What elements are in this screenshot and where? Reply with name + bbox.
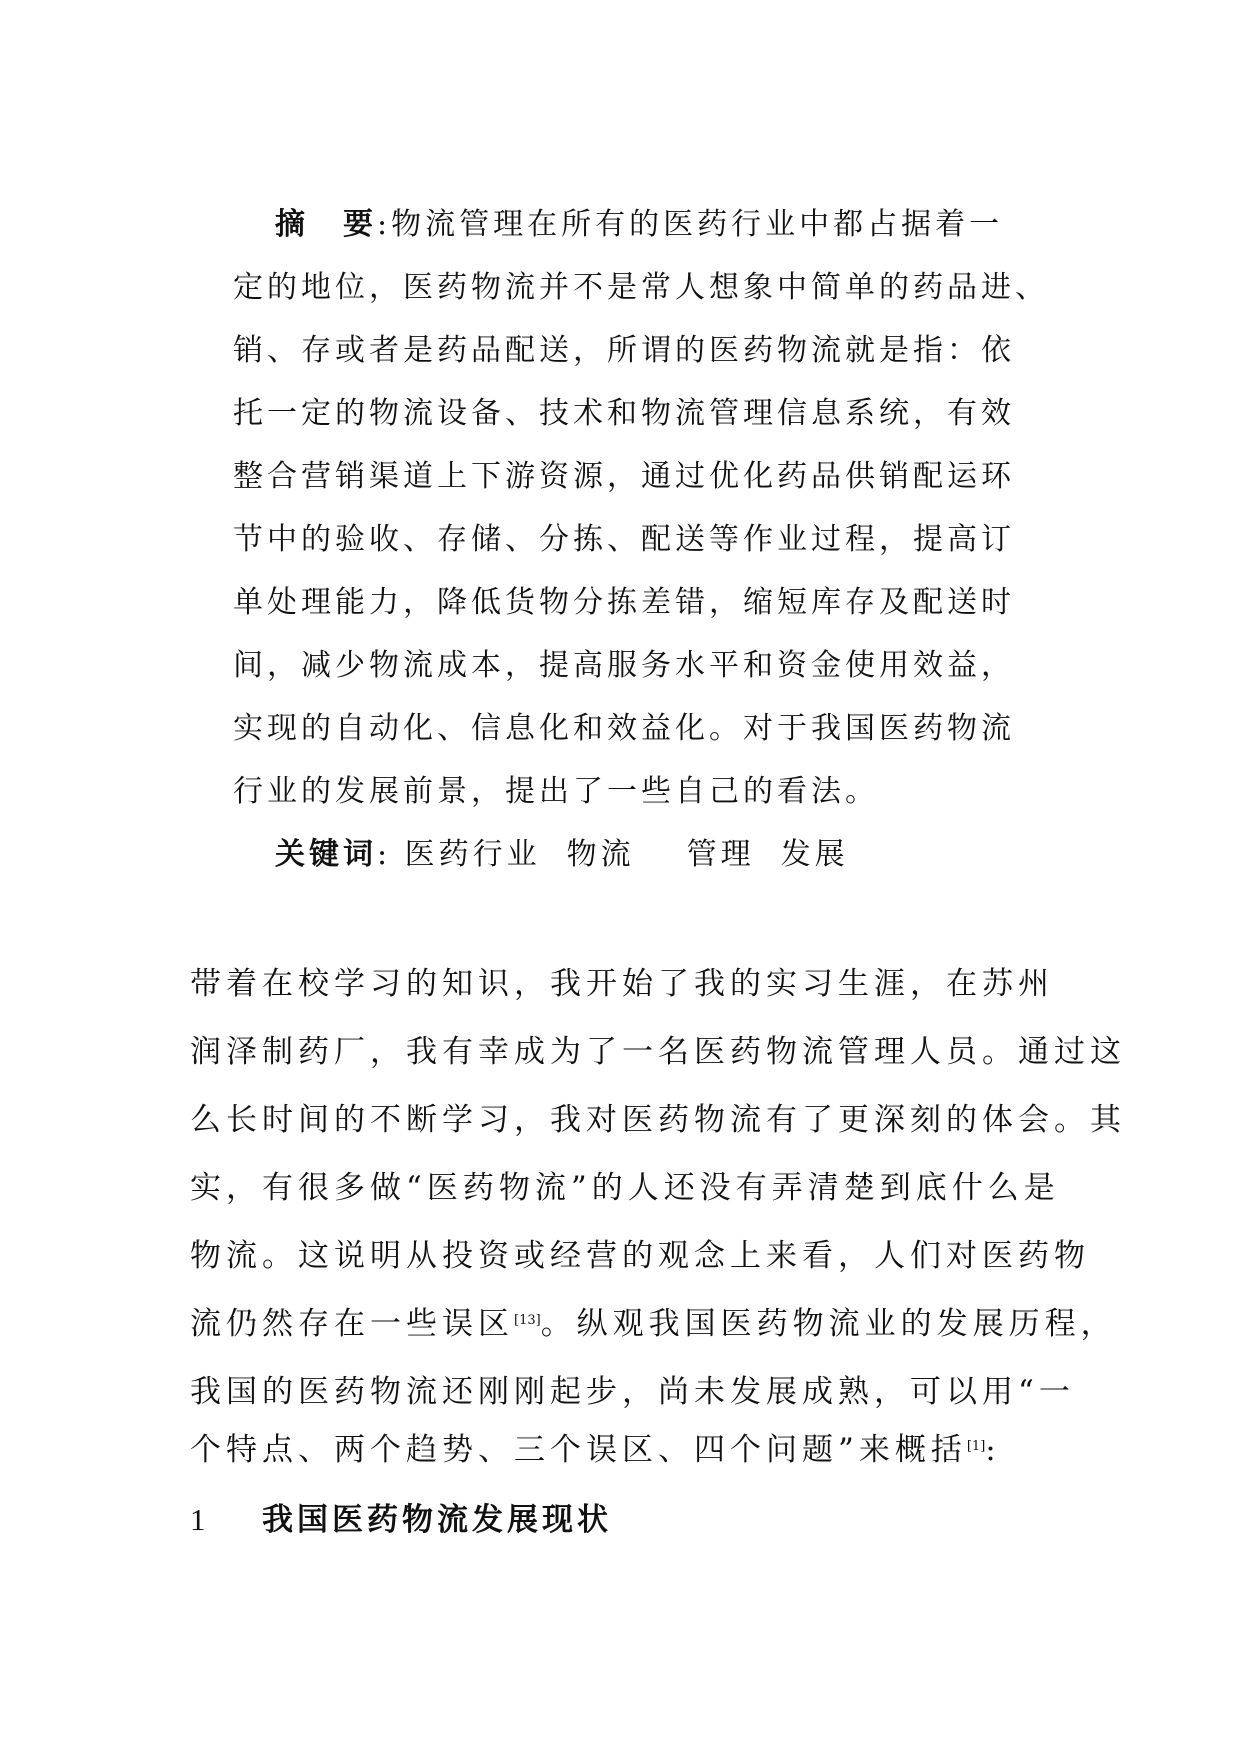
- abstract-separator: :: [377, 207, 392, 242]
- abstract-line-1: [275, 205, 1075, 245]
- keyword-item: 发展: [780, 837, 849, 872]
- abstract-line-4: 托一定的物流设备、技术和物流管理信息系统，有效: [233, 396, 1015, 431]
- body-line-5: 物流。这说明从投资或经营的观念上来看，人们对医药物: [190, 1238, 1090, 1274]
- body-text: :: [985, 1432, 1001, 1468]
- body-line-2: 润泽制药厂，我有幸成为了一名医药物流管理人员。通过这: [190, 1034, 1126, 1070]
- abstract-line-10: 行业的发展前景，提出了一些自己的看法。: [233, 774, 879, 809]
- body-text: 流仍然存在一些误区: [190, 1306, 514, 1342]
- abstract-line-9: 实现的自动化、信息化和效益化。对于我国医药物流: [233, 711, 1015, 746]
- body-line-8: [190, 1430, 1050, 1470]
- abstract-line-8: 间，减少物流成本，提高服务水平和资金使用效益，: [233, 648, 1015, 683]
- body-text: 。纵观我国医药物流业的发展历程，: [540, 1306, 1117, 1342]
- section-title: 我国医药物流发展现状: [262, 1502, 612, 1538]
- body-line-3: 么长时间的不断学习，我对医药物流有了更深刻的体会。其: [190, 1102, 1126, 1138]
- keywords-separator: :: [377, 837, 392, 872]
- body-text: 个特点、两个趋势、三个误区、四个问题”来概括: [190, 1432, 967, 1468]
- keywords-label: 关键词: [275, 837, 377, 872]
- keyword-item: 管理: [686, 837, 755, 872]
- body-line-7: 我国的医药物流还刚刚起步，尚未发展成熟，可以用“一: [190, 1374, 1075, 1410]
- keywords-line: [275, 835, 1075, 875]
- keyword-item: 医药行业: [404, 837, 541, 872]
- body-line-1: 带着在校学习的知识，我开始了我的实习生涯，在苏州: [190, 966, 1054, 1002]
- citation-marker: [13]: [514, 1313, 541, 1328]
- abstract-line-5: 整合营销渠道上下游资源，通过优化药品供销配运环: [233, 459, 1015, 494]
- abstract-line-3: 销、存或者是药品配送，所谓的医药物流就是指：依: [233, 333, 1015, 368]
- citation-marker: [1]: [966, 1439, 986, 1454]
- section-heading: [190, 1500, 612, 1540]
- abstract-line-7: 单处理能力，降低货物分拣差错，缩短库存及配送时: [233, 585, 1015, 620]
- keyword-item: 物流: [566, 837, 635, 872]
- abstract-label: 摘 要: [275, 207, 377, 242]
- body-line-4: 实，有很多做“医药物流”的人还没有弄清楚到底什么是: [190, 1170, 1060, 1206]
- abstract-line-2: 定的地位，医药物流并不是常人想象中简单的药品进、: [233, 270, 1049, 305]
- abstract-line-6: 节中的验收、存储、分拣、配送等作业过程，提高订: [233, 522, 1015, 557]
- abstract-text: 物流管理在所有的医药行业中都占据着一: [391, 207, 1004, 242]
- section-number: 1: [190, 1502, 206, 1537]
- body-line-6: [190, 1304, 1117, 1344]
